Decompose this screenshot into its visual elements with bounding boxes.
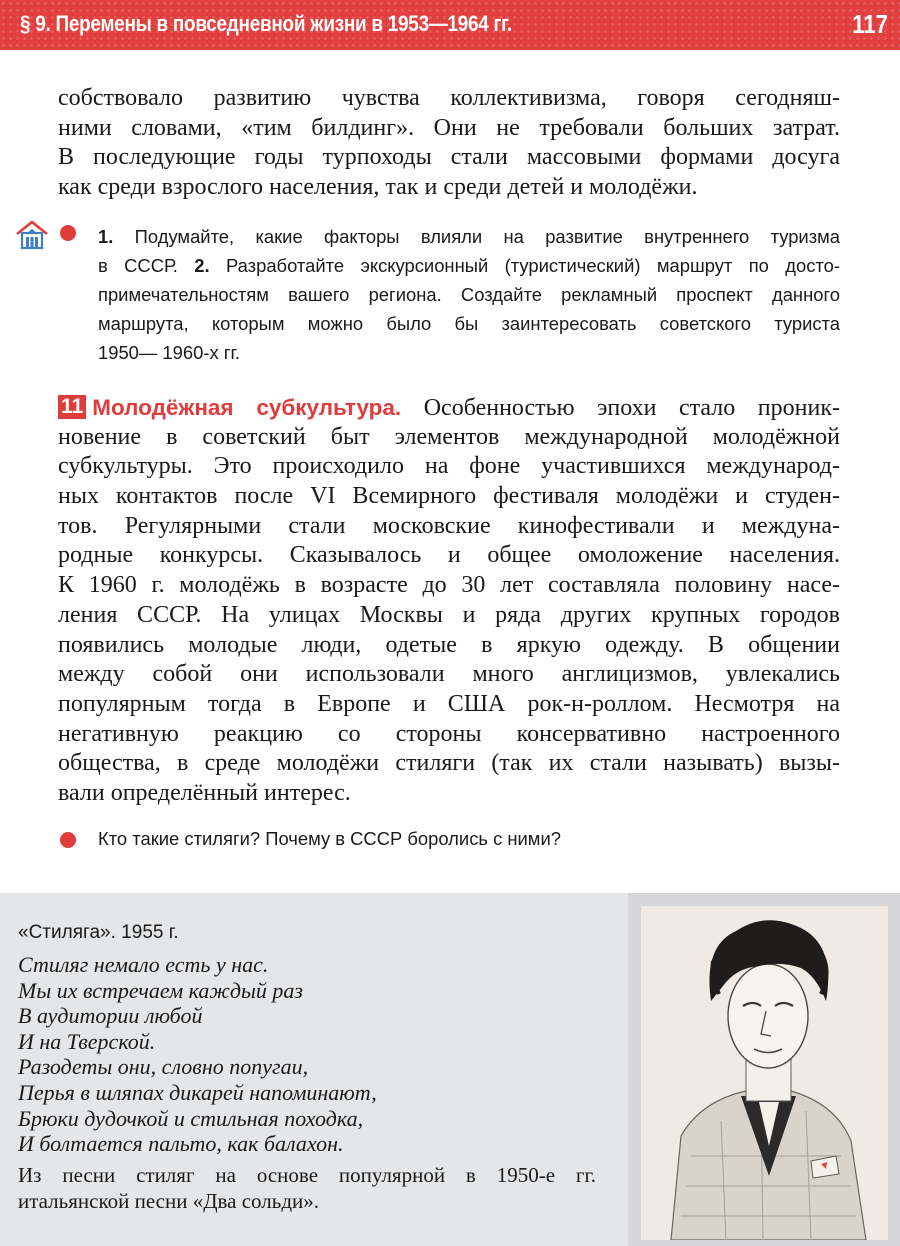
text-line: новение в советский быт элементов международной молодёжной (58, 423, 840, 450)
poem-line: Стиляг немало есть у нас. (18, 952, 269, 977)
text-line: В последующие годы турпоходы стали массовыми формами досуга (58, 144, 840, 171)
task-bullet (60, 225, 76, 241)
task-line-text: в СССР. (98, 255, 195, 276)
text-line: как среди взрослого населения, так и среди детей и молодёжи. (58, 174, 698, 201)
chapter-title: § 9. Перемены в повседневной жизни в 1953—1964 гг. (20, 11, 512, 36)
text-line: популярным тогда в Европе и США рок-н-роллом. Несмотря на (58, 690, 840, 717)
intro-paragraph (58, 84, 840, 203)
text-line: субкультуры. Это происходило на фоне участившихся международ- (58, 453, 840, 480)
note-line: итальянской песни «Два сольди». (18, 1189, 320, 1213)
poem-line: В аудитории любой (18, 1003, 203, 1029)
text-line: ных контактов после VI Всемирного фестиваля молодёжи и студен- (58, 483, 840, 510)
task-line (98, 251, 840, 280)
task-line-text: Подумайте, какие факторы влияли на развитие внутреннего туризма (113, 226, 840, 247)
text-line: ления СССР. На улицах Москвы и ряда других крупных городов (58, 601, 840, 628)
section-first-line: Особенностью эпохи стало проник- (401, 395, 840, 421)
poem-line: И на Тверской. (18, 1028, 156, 1054)
task-line (98, 222, 840, 251)
poem-line: Перья в шляпах дикарей напоминают, (18, 1079, 377, 1105)
stilyaga-caricature-illustration (641, 906, 888, 1240)
page-header (0, 0, 900, 50)
task-text (98, 222, 840, 367)
text-line (58, 393, 840, 423)
text-line: вали определённый интерес. (58, 779, 351, 806)
section-title: Молодёжная субкультура. (92, 395, 402, 420)
section-number: 11 (58, 395, 86, 419)
task-number: 1. (98, 226, 114, 247)
text-line: между собой они использовали много англицизмов, увлекались (58, 661, 840, 688)
question-bullet (60, 832, 76, 848)
poem-line: И болтается пальто, как балахон. (18, 1131, 344, 1157)
section-paragraph (58, 393, 840, 809)
source-note (18, 1162, 596, 1214)
poem-line: Разодеты они, словно попугаи, (18, 1054, 309, 1080)
text-line: негативную реакцию со стороны консервативно настроенного (58, 720, 840, 747)
text-line: тов. Регулярными стали московские кинофестивали и междуна- (58, 512, 840, 539)
poem-line: Брюки дудочкой и стильная походка, (18, 1105, 364, 1131)
task-line: примечательностям вашего региона. Создайте рекламный проспект данного (98, 284, 840, 305)
source-title: «Стиляга». 1955 г. (18, 922, 179, 943)
home-task-icon (14, 219, 50, 251)
text-line: собствовало развитию чувства коллективизма, говоря сегодняш- (58, 85, 840, 111)
text-line: ними словами, «тим билдинг». Они не требовали больших затрат. (58, 114, 840, 141)
note-line: Из песни стиляг на основе популярной в 1950-е гг. (18, 1163, 596, 1187)
question-text: Кто такие стиляги? Почему в СССР боролись с ними? (98, 828, 561, 849)
poem (18, 952, 618, 1157)
poem-line: Мы их встречаем каждый раз (18, 977, 303, 1003)
task-number: 2. (194, 255, 210, 276)
page-number: 117 (852, 9, 888, 39)
task-line: 1950— 1960-х гг. (98, 342, 241, 363)
task-line-text: Разработайте экскурсионный (туристический) маршрут по досто- (209, 255, 840, 276)
text-line: К 1960 г. молодёжь в возрасте до 30 лет составляла половину насе- (58, 572, 840, 599)
task-line: маршрута, которым можно было бы заинтересовать советского туриста (98, 313, 840, 334)
text-line: родные конкурсы. Сказывалось и общее омоложение населения. (58, 542, 840, 569)
text-line: появились молодые люди, одетые в яркую одежду. В общении (58, 631, 840, 658)
text-line: общества, в среде молодёжи стиляги (так их стали называть) вызы- (58, 750, 840, 777)
